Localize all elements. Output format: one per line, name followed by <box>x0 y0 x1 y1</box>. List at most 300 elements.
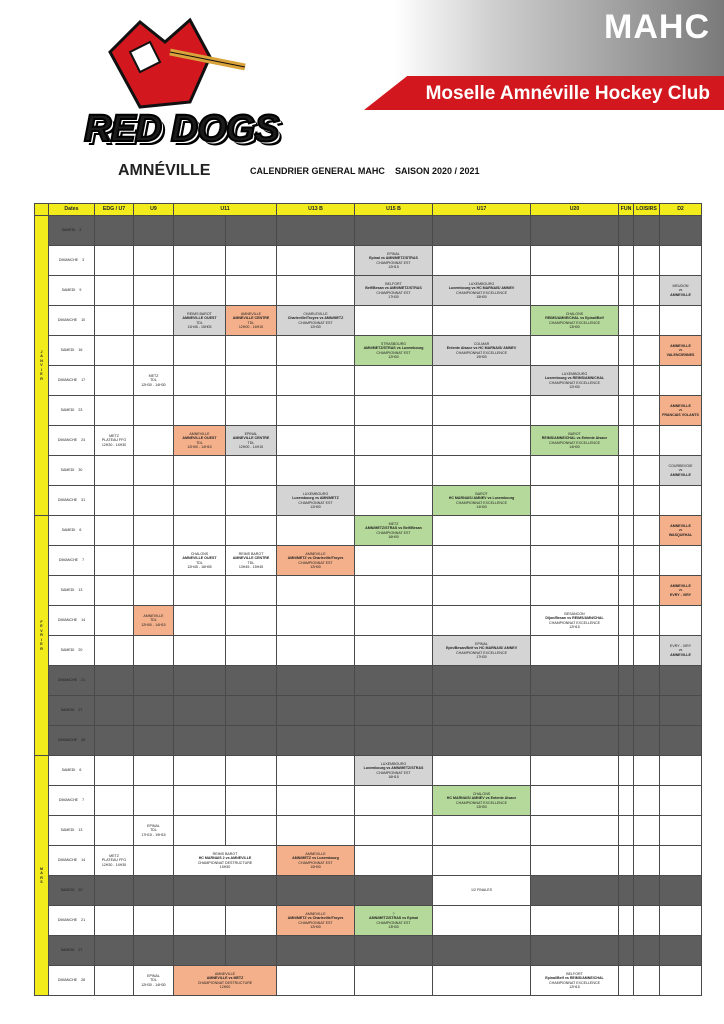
event-line: 12H00 <box>310 925 321 929</box>
cell-u13 <box>277 696 355 726</box>
cell-u15 <box>355 456 433 486</box>
cell-u17 <box>433 876 531 906</box>
col-header-u15: U15 B <box>355 204 433 216</box>
event-line: vs <box>678 468 683 473</box>
event-line: TDL <box>196 560 203 565</box>
cell-u9 <box>134 726 174 756</box>
cell-loisirs <box>634 936 660 966</box>
cell-u11-centre <box>226 546 277 576</box>
page-header <box>0 0 724 200</box>
cell-u13 <box>277 756 355 786</box>
cell-u11-ouest <box>174 366 226 396</box>
month-letter: N <box>40 358 43 363</box>
cell-u7 <box>95 546 134 576</box>
date-cell <box>49 516 95 546</box>
calendar-row <box>35 966 702 996</box>
calendar-row <box>35 816 702 846</box>
cell-u15 <box>355 576 433 606</box>
event-line: 12H30 - 14H30 <box>101 442 127 447</box>
cell-u11-ouest <box>174 666 226 696</box>
cell-d2 <box>660 336 702 366</box>
cell-u17 <box>433 246 531 276</box>
cell-u15 <box>355 816 433 846</box>
calendar-row <box>35 546 702 576</box>
event-line: 1/2 FINALES <box>471 888 492 893</box>
event-line: EPINAL <box>475 641 488 646</box>
event-line: CHAMPIONNAT EXCELLENCE <box>549 620 601 625</box>
cell-u17 <box>433 306 531 336</box>
cell-u7 <box>95 366 134 396</box>
month-letter: E <box>40 372 43 377</box>
event-line: METZ <box>109 853 119 858</box>
event-line: 12H00 <box>219 985 231 989</box>
cell-u15 <box>355 246 433 276</box>
cell-u11-centre <box>226 576 277 606</box>
cell-fun <box>619 366 634 396</box>
cell-u17 <box>433 456 531 486</box>
cell-u15 <box>355 876 433 906</box>
cell-u11-centre <box>226 486 277 516</box>
event-line: 16H00 <box>388 535 399 539</box>
cell-fun <box>619 306 634 336</box>
cell-fun <box>619 726 634 756</box>
cell-u13 <box>277 276 355 306</box>
cell-fun <box>619 576 634 606</box>
date-cell <box>49 936 95 966</box>
cell-u11-centre <box>226 456 277 486</box>
calendar-row <box>35 456 702 486</box>
cell-d2 <box>660 576 702 606</box>
event-line: AMN/METZ vs Charleville/Troyes <box>287 916 344 920</box>
event-line: CHAMPIONNAT EXCELLENCE <box>549 980 601 985</box>
day-name: DIMANCHE <box>57 978 78 983</box>
event-line: CHALONS <box>565 311 584 316</box>
cell-d2 <box>660 216 702 246</box>
club-name: Moselle Amnéville Hockey Club <box>425 83 710 104</box>
month-letter: V <box>40 363 43 368</box>
cell-u20 <box>531 876 619 906</box>
event-line: CHALONS <box>472 791 491 796</box>
calendar-row <box>35 906 702 936</box>
cell-u9 <box>134 606 174 636</box>
day-name: SAMEDI <box>60 948 75 953</box>
cell-u17 <box>433 846 531 876</box>
cell-d2 <box>660 816 702 846</box>
cell-u17 <box>433 516 531 546</box>
cell-u20 <box>531 306 619 336</box>
cell-loisirs <box>634 576 660 606</box>
day-name: SAMEDI <box>61 288 76 293</box>
day-name: DIMANCHE <box>58 798 79 803</box>
event-line: TDL <box>150 828 157 833</box>
cell-u15 <box>355 516 433 546</box>
cell-d2 <box>660 636 702 666</box>
date-cell <box>49 756 95 786</box>
cell-u11-ouest <box>174 336 226 366</box>
cell-fun <box>619 636 634 666</box>
day-name: DIMANCHE <box>57 678 78 683</box>
month-letter: R <box>40 376 43 381</box>
cell-u11-ouest <box>174 486 226 516</box>
event-line: Charleville/Troyes vs AMN/METZ <box>287 316 344 320</box>
cell-u7 <box>95 456 134 486</box>
event-line: TDL <box>150 978 157 983</box>
cell-u13 <box>277 336 355 366</box>
cell-u11-ouest <box>174 246 226 276</box>
event-line: AMN/METZ vs Charleville/Troyes <box>287 556 344 560</box>
cell-u11-ouest <box>174 786 226 816</box>
event-line: AMNEVILLE <box>670 652 691 657</box>
cell-loisirs <box>634 396 660 426</box>
date-cell <box>49 246 95 276</box>
event-line: CHAMPIONNAT EXCELLENCE <box>549 320 601 325</box>
cell-fun <box>619 216 634 246</box>
day-name: DIMANCHE <box>57 918 78 923</box>
date-cell <box>49 726 95 756</box>
event-line: AMNEVILLE <box>214 971 236 976</box>
date-cell <box>49 966 95 996</box>
event-line: 12H00 <box>310 505 321 509</box>
cell-u13 <box>277 726 355 756</box>
event-line: CHAMPIONNAT EXCELLENCE <box>549 380 601 385</box>
cell-u9 <box>134 366 174 396</box>
event-line: PLATEAU FFG <box>101 858 127 863</box>
cell-u20 <box>531 696 619 726</box>
day-name: SAMEDI <box>60 468 75 473</box>
cell-u20 <box>531 576 619 606</box>
event-line: 12H30 - 14H30 <box>141 382 166 387</box>
cell-u11-ouest <box>174 456 226 486</box>
calendar-row <box>35 636 702 666</box>
day-number: 3 <box>82 258 85 263</box>
cell-fun <box>619 966 634 996</box>
day-number: 31 <box>81 498 86 503</box>
cell-u11-centre <box>226 666 277 696</box>
col-header-u11: U11 <box>174 204 277 216</box>
cell-u11-centre <box>226 936 277 966</box>
cell-u15 <box>355 636 433 666</box>
cell-u11-centre <box>226 516 277 546</box>
cell-loisirs <box>634 516 660 546</box>
day-number: 2 <box>79 228 82 233</box>
cell-u15 <box>355 846 433 876</box>
cell-u11-ouest <box>174 936 226 966</box>
cell-loisirs <box>634 906 660 936</box>
cell-fun <box>619 246 634 276</box>
cell-d2 <box>660 666 702 696</box>
event-line: Luxembourg vs AMN/METZ <box>292 496 339 500</box>
event-line: 12H30 <box>310 325 321 329</box>
header-row <box>35 204 702 216</box>
day-name: SAMEDI <box>60 888 75 893</box>
cell-u15 <box>355 486 433 516</box>
event-line: Belf/Besan vs AMN/METZ/STRAS <box>365 286 422 290</box>
event-line: WASQUEHAL <box>668 532 693 537</box>
day-name: DIMANCHE <box>57 318 78 323</box>
event-line: Epin/Besan/Belf vs HC MARNAIS/ AMNEV <box>445 646 518 650</box>
cell-u13 <box>277 816 355 846</box>
day-name: DIMANCHE <box>57 378 78 383</box>
cell-fun <box>619 456 634 486</box>
event-line: CHARLEVILLE <box>303 311 328 316</box>
cell-u7 <box>95 486 134 516</box>
cell-u20 <box>531 786 619 816</box>
cell-u11-centre <box>226 726 277 756</box>
month-letter: A <box>40 871 43 875</box>
calendar-row <box>35 756 702 786</box>
cell-u13 <box>277 936 355 966</box>
calendar-row <box>35 216 702 246</box>
cell-u17 <box>433 756 531 786</box>
event-line: CHAMPIONNAT DESTRUCTURE <box>197 980 253 985</box>
day-number: 28 <box>81 978 86 983</box>
date-cell <box>49 216 95 246</box>
col-header-u9: U9 <box>134 204 174 216</box>
event-line: CHAMPIONNAT EST <box>298 320 333 325</box>
cell-u11-ouest <box>174 696 226 726</box>
cell-u9 <box>134 456 174 486</box>
event-line: TDL <box>150 378 157 383</box>
cell-fun <box>619 606 634 636</box>
event-line: EPINAL <box>147 973 160 978</box>
event-line: CHAMPIONNAT EXCELLENCE <box>456 500 508 505</box>
cell-u11-ouest <box>174 276 226 306</box>
cell-u7 <box>95 636 134 666</box>
event-line: AMN/METZ/STRAS vs Epinal <box>369 916 418 920</box>
event-line: TDL <box>247 560 255 565</box>
cell-u7 <box>95 726 134 756</box>
cell-u13 <box>277 246 355 276</box>
event-line: METZ <box>148 373 159 378</box>
cell-u11-ouest <box>174 306 226 336</box>
cell-u17 <box>433 636 531 666</box>
cell-u11-ouest <box>174 216 226 246</box>
day-number: 16 <box>78 348 83 353</box>
event-line: 17H30 <box>388 295 399 299</box>
event-line: 14H00 <box>569 445 580 449</box>
event-line: AMNEVILLE CENTRE <box>232 556 270 560</box>
cell-fun <box>619 906 634 936</box>
cell-u17 <box>433 336 531 366</box>
cell-u7 <box>95 816 134 846</box>
cell-fun <box>619 786 634 816</box>
day-name: DIMANCHE <box>58 558 79 563</box>
day-number: 28 <box>81 738 86 743</box>
cell-u9 <box>134 516 174 546</box>
cell-u17 <box>433 396 531 426</box>
event-line: EPINAL <box>147 823 160 828</box>
cell-u9 <box>134 396 174 426</box>
cell-loisirs <box>634 786 660 816</box>
cell-u17 <box>433 276 531 306</box>
col-header-fun: FUN <box>619 204 634 216</box>
col-header-u20: U20 <box>531 204 619 216</box>
day-name: DIMANCHE <box>57 858 78 863</box>
cell-fun <box>619 516 634 546</box>
cell-loisirs <box>634 666 660 696</box>
cell-u9 <box>134 306 174 336</box>
event-line: 12H00 <box>310 565 321 569</box>
event-line: AMNEVILLE <box>670 523 691 528</box>
cell-u11-ouest <box>174 576 226 606</box>
cell-u15 <box>355 756 433 786</box>
cell-u7 <box>95 846 134 876</box>
cell-u17 <box>433 366 531 396</box>
day-number: 13 <box>78 828 83 833</box>
cell-u11 <box>174 846 277 876</box>
event-line: TDL <box>196 320 203 325</box>
event-line: 17H15 - 19H15 <box>141 832 166 837</box>
season-label: SAISON 2020 / 2021 <box>395 166 480 176</box>
event-line: AMNEVILLE <box>240 311 262 316</box>
calendar-row <box>35 306 702 336</box>
cell-loisirs <box>634 876 660 906</box>
calendar-row <box>35 606 702 636</box>
calendar-row <box>35 936 702 966</box>
cell-u9 <box>134 666 174 696</box>
cell-u15 <box>355 966 433 996</box>
cell-u13 <box>277 396 355 426</box>
cell-u17 <box>433 426 531 456</box>
day-number: 6 <box>79 528 82 533</box>
cell-fun <box>619 936 634 966</box>
cell-loisirs <box>634 726 660 756</box>
event-line: EPINAL <box>244 431 258 436</box>
event-line: CHAMPIONNAT EXCELLENCE <box>549 440 601 445</box>
cell-u13 <box>277 636 355 666</box>
event-line: REIMS/AMNE/CHAL vs Entente Alsace <box>541 436 608 440</box>
cell-fun <box>619 816 634 846</box>
cell-u11-centre <box>226 906 277 936</box>
cell-u13 <box>277 666 355 696</box>
date-cell <box>49 696 95 726</box>
cell-u17 <box>433 786 531 816</box>
day-number: 14 <box>81 618 86 623</box>
cell-u7 <box>95 966 134 996</box>
event-line: TDL <box>150 618 157 623</box>
cell-u11-ouest <box>174 906 226 936</box>
cell-u11-centre <box>226 426 277 456</box>
day-number: 27 <box>78 948 83 953</box>
event-line: 12H00 - 16H15 <box>238 325 264 329</box>
date-cell <box>49 336 95 366</box>
month-letter: R <box>40 633 43 638</box>
calendar-row <box>35 336 702 366</box>
cell-u7 <box>95 876 134 906</box>
cell-fun <box>619 396 634 426</box>
cell-u11-centre <box>226 696 277 726</box>
day-name: DIMANCHE <box>57 498 78 503</box>
month-letter: I <box>41 367 42 372</box>
event-line: 12H00 - 14H15 <box>141 622 166 627</box>
cell-loisirs <box>634 696 660 726</box>
cell-u15 <box>355 426 433 456</box>
month-letter: M <box>40 866 43 871</box>
event-line: Luxembourg vs AMN/METZ/STRAS <box>363 766 424 770</box>
event-line: Epinal vs AMN/METZ/STRAS <box>369 256 418 260</box>
event-line: TDL <box>247 440 255 445</box>
event-line: BELFORT <box>385 281 402 286</box>
cell-u7 <box>95 426 134 456</box>
event-line: CHAMPIONNAT EST <box>376 350 411 355</box>
cell-u11-ouest <box>174 636 226 666</box>
cell-u15 <box>355 786 433 816</box>
event-line: 11H45 - 15H05 <box>187 325 212 329</box>
cell-u20 <box>531 456 619 486</box>
cell-u9 <box>134 966 174 996</box>
event-line: 15H30 <box>219 865 231 869</box>
event-line: AMNEVILLE OUEST <box>182 436 217 440</box>
cell-u9 <box>134 846 174 876</box>
event-line: 12H30 - 14H30 <box>101 862 127 867</box>
cell-d2 <box>660 726 702 756</box>
month-letter: R <box>40 875 43 880</box>
cell-u17 <box>433 966 531 996</box>
event-line: HC MARNAIS/ AMNEV vs Luxembourg <box>448 496 515 500</box>
day-number: 27 <box>78 708 83 713</box>
cell-u15 <box>355 366 433 396</box>
event-line: vs <box>678 348 683 353</box>
cell-u15 <box>355 306 433 336</box>
cell-d2 <box>660 546 702 576</box>
event-line: HC MARNAIS/ AMNEV vs Entente Alsace <box>446 796 517 800</box>
event-line: PLATEAU FFG <box>101 438 127 443</box>
event-line: Entente Alsace vs HC MARNAIS/ AMNEV <box>446 346 517 350</box>
day-name: SAMEDI <box>60 708 75 713</box>
calendar-row <box>35 426 702 456</box>
event-line: AMNEVILLE <box>305 551 326 556</box>
date-cell <box>49 576 95 606</box>
cell-u9 <box>134 696 174 726</box>
event-line: CHALONS <box>190 551 209 556</box>
cell-u20 <box>531 336 619 366</box>
event-line: 16H15 <box>388 775 399 779</box>
event-line: REIMS BAROT <box>238 551 264 556</box>
calendar-row <box>35 246 702 276</box>
cell-u9 <box>134 936 174 966</box>
event-line: HC MARNAIS 2 vs AMNEVILLE <box>198 856 252 860</box>
month-letter: I <box>41 637 42 642</box>
cell-u9 <box>134 906 174 936</box>
cell-u15 <box>355 726 433 756</box>
cell-u11-ouest <box>174 756 226 786</box>
cell-u7 <box>95 306 134 336</box>
calendar-row <box>35 486 702 516</box>
event-line: AMN/METZ/STRAS vs Belf/Besan <box>365 526 422 530</box>
month-label <box>35 516 49 756</box>
event-line: AMNEVILLE <box>189 431 210 436</box>
month-letter: J <box>40 349 43 354</box>
cell-u11-ouest <box>174 426 226 456</box>
event-line: CHAMPIONNAT EST <box>376 290 411 295</box>
cell-fun <box>619 666 634 696</box>
event-line: CHAMPIONNAT EXCELLENCE <box>456 290 508 295</box>
cell-u11-centre <box>226 756 277 786</box>
cell-u11-centre <box>226 636 277 666</box>
cell-loisirs <box>634 486 660 516</box>
cell-u13 <box>277 216 355 246</box>
cell-loisirs <box>634 306 660 336</box>
cell-d2 <box>660 936 702 966</box>
cell-fun <box>619 426 634 456</box>
calendar-row <box>35 396 702 426</box>
cell-u7 <box>95 516 134 546</box>
cell-loisirs <box>634 246 660 276</box>
cell-d2 <box>660 516 702 546</box>
date-cell <box>49 876 95 906</box>
cell-u11-centre <box>226 246 277 276</box>
event-line: Epinal/Belf vs REIMS/AMNE/CHAL <box>545 976 604 980</box>
